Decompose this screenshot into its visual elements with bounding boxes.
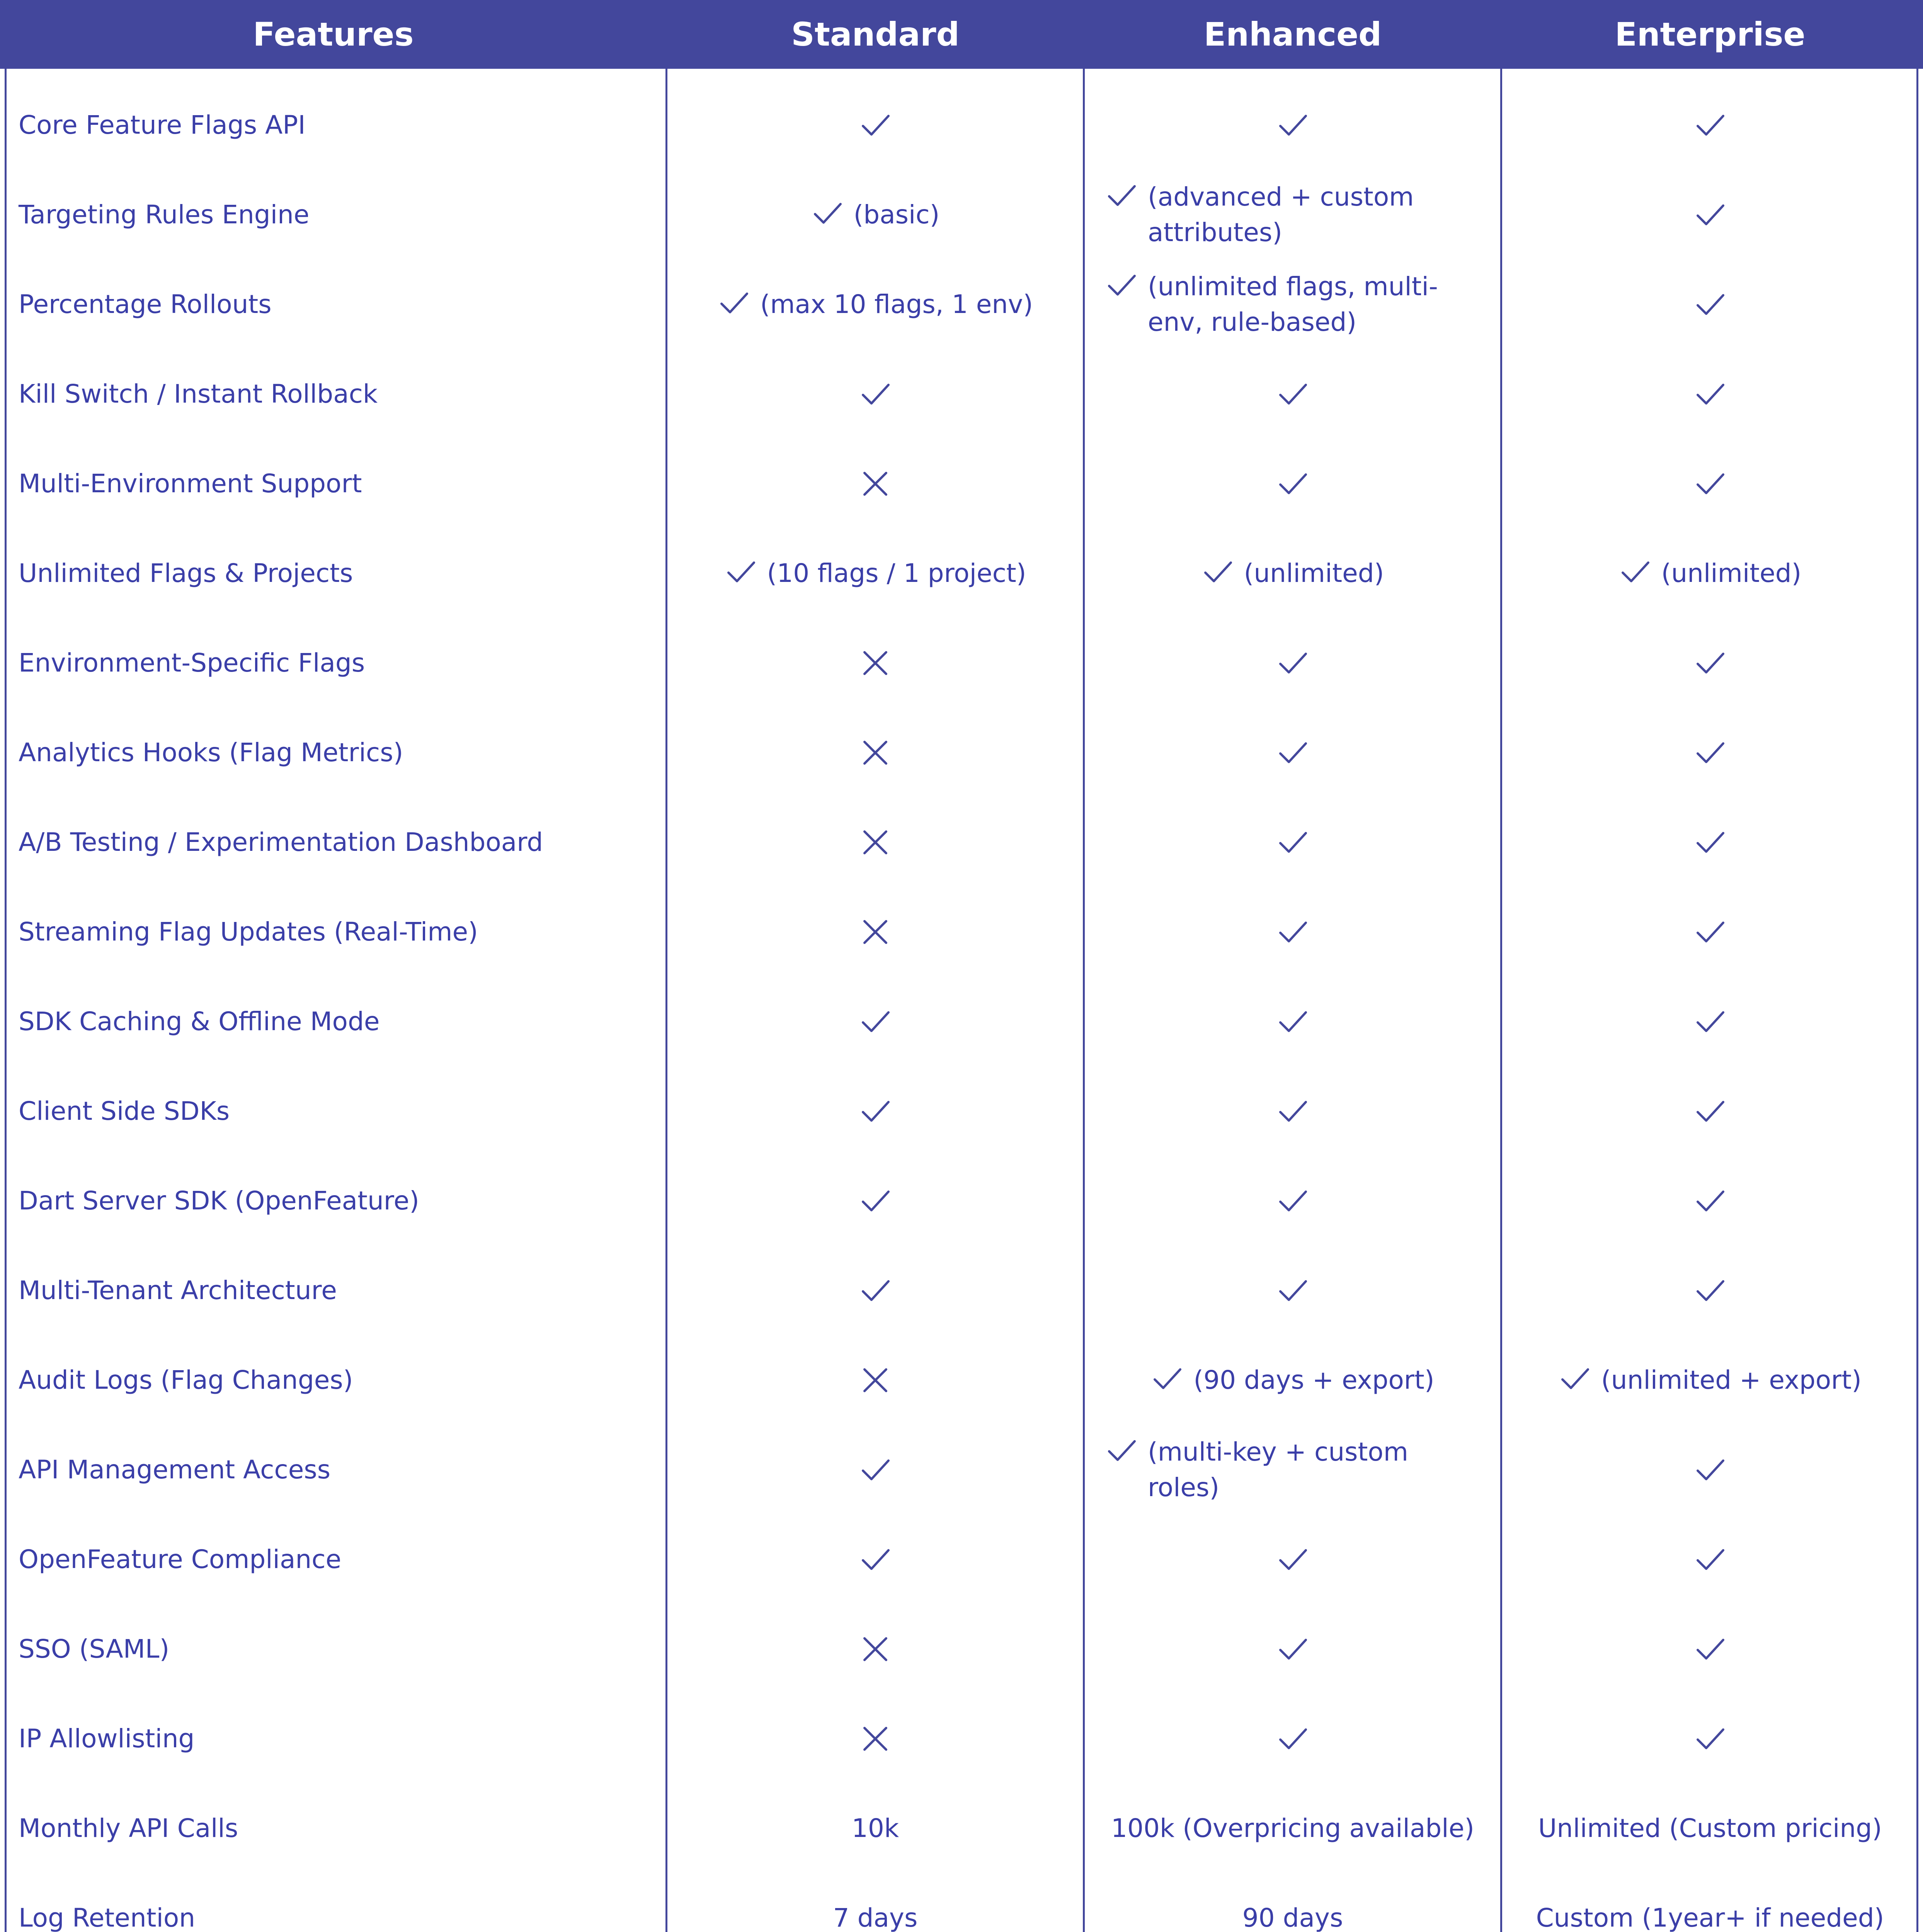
check-icon [1276,1274,1309,1307]
value-text: 90 days [1242,1903,1343,1932]
check-icon [1276,826,1309,859]
enterprise-value [1501,1335,1919,1425]
enterprise-value [1501,1515,1919,1604]
cross-icon [861,1724,890,1753]
enhanced-value-content [1276,1274,1309,1307]
enterprise-value-content [1559,1362,1862,1398]
check-icon [1276,468,1309,500]
value-text: (basic) [853,200,940,230]
enhanced-value [1084,1066,1501,1156]
check-icon [1276,1633,1309,1665]
enhanced-value-content [1111,1811,1474,1846]
standard-value-content [859,1185,892,1217]
check-icon [1694,736,1726,769]
feature-name: Targeting Rules Engine [19,200,310,230]
feature-name: Dart Server SDK (OpenFeature) [19,1186,419,1216]
enterprise-value-content [1694,1185,1726,1217]
feature-name: Percentage Rollouts [19,289,272,319]
enhanced-value-content [1276,1185,1309,1217]
enterprise-value-content [1694,916,1726,948]
check-icon [1694,1095,1726,1128]
standard-value [667,1515,1084,1604]
feature-name: SSO (SAML) [19,1634,170,1664]
enterprise-value [1501,1694,1919,1784]
check-icon [1105,179,1138,212]
standard-value [667,1604,1084,1694]
feature-name: Unlimited Flags & Projects [19,558,353,588]
enhanced-value-content [1201,556,1384,591]
table-row [0,1873,1923,1932]
standard-value [667,1156,1084,1246]
enterprise-value [1501,1156,1919,1246]
table-row [0,349,1923,439]
enhanced-value-content [1105,179,1480,250]
check-icon [1694,288,1726,321]
standard-value-content [859,1005,892,1038]
value-text: (max 10 flags, 1 env) [760,289,1033,319]
enterprise-value [1501,439,1919,529]
enterprise-value-content [1694,1543,1726,1576]
table-row [0,1694,1923,1784]
enterprise-value [1501,80,1919,170]
value-text: (90 days + export) [1193,1365,1435,1395]
standard-value-content [861,1366,890,1395]
value-text: Unlimited (Custom pricing) [1538,1813,1882,1843]
feature-name: SDK Caching & Offline Mode [19,1007,380,1036]
check-icon [859,1005,892,1038]
enterprise-value-content [1694,1005,1726,1038]
enhanced-value [1084,260,1501,349]
enterprise-value-content [1694,647,1726,679]
standard-value [667,887,1084,977]
enterprise-value-content [1694,1723,1726,1755]
enterprise-value-content [1619,556,1802,591]
cross-icon [861,828,890,857]
standard-value-content [859,1274,892,1307]
enhanced-value-content [1242,1900,1343,1932]
enhanced-value-content [1276,1723,1309,1755]
feature-name: Kill Switch / Instant Rollback [19,379,378,409]
value-text: (unlimited) [1661,558,1802,588]
check-icon [859,1185,892,1217]
enhanced-value [1084,1515,1501,1604]
enhanced-value-content [1105,269,1480,340]
table-row [0,260,1923,349]
standard-value [667,798,1084,887]
standard-value [667,170,1084,260]
enterprise-value [1501,1246,1919,1335]
header-standard: Standard [791,15,960,53]
enterprise-value [1501,887,1919,977]
header-enhanced: Enhanced [1203,15,1382,53]
table-row [0,977,1923,1066]
value-text: 10k [851,1813,899,1843]
standard-value-content [811,197,940,233]
standard-value [667,977,1084,1066]
enhanced-value [1084,618,1501,708]
standard-value [667,260,1084,349]
standard-value-content [725,556,1026,591]
check-icon [1694,916,1726,948]
cross-icon [861,648,890,678]
standard-value-content [861,828,890,857]
enterprise-value-content [1536,1900,1884,1932]
standard-value-content [859,1454,892,1486]
cross-icon [861,469,890,498]
table-row [0,1515,1923,1604]
standard-value-content [861,648,890,678]
check-icon [1694,378,1726,410]
check-icon [1276,1185,1309,1217]
table-row [0,1246,1923,1335]
enhanced-value-content [1276,109,1309,141]
check-icon [1201,556,1234,588]
check-icon [811,197,844,230]
enterprise-value [1501,1604,1919,1694]
header-features: Features [253,15,414,53]
check-icon [1276,647,1309,679]
table-row [0,170,1923,260]
check-icon [1694,109,1726,141]
feature-name: Multi-Tenant Architecture [19,1276,337,1305]
check-icon [859,1095,892,1128]
enhanced-value [1084,1156,1501,1246]
enterprise-value-content [1694,736,1726,769]
enhanced-value [1084,529,1501,618]
enhanced-value [1084,708,1501,798]
check-icon [1694,1633,1726,1665]
enterprise-value [1501,260,1919,349]
enterprise-value-content [1694,826,1726,859]
value-text: (unlimited + export) [1601,1365,1862,1395]
value-text: Custom (1year+ if needed) [1536,1903,1884,1932]
enhanced-value-content [1276,1633,1309,1665]
standard-value [667,1335,1084,1425]
table-row [0,798,1923,887]
table-row [0,1784,1923,1873]
table-row [0,1604,1923,1694]
enterprise-value-content [1694,1633,1726,1665]
cross-icon [861,1366,890,1395]
enhanced-value [1084,1425,1501,1515]
feature-name: Core Feature Flags API [19,110,306,140]
check-icon [859,1454,892,1486]
table-row [0,1156,1923,1246]
enhanced-value [1084,1694,1501,1784]
value-text: 100k (Overpricing available) [1111,1813,1475,1843]
enhanced-value [1084,1873,1501,1932]
table-row [0,708,1923,798]
check-icon [1694,647,1726,679]
feature-name: Log Retention [19,1903,196,1932]
enhanced-value [1084,439,1501,529]
feature-name: Environment-Specific Flags [19,648,365,678]
check-icon [1276,1543,1309,1576]
table-row [0,439,1923,529]
check-icon [1619,556,1651,588]
feature-name: Streaming Flag Updates (Real-Time) [19,917,478,947]
feature-name: Monthly API Calls [19,1813,238,1843]
enhanced-value [1084,349,1501,439]
standard-value [667,618,1084,708]
check-icon [1276,378,1309,410]
enhanced-value-content [1105,1434,1480,1505]
enterprise-value [1501,529,1919,618]
enterprise-value-content [1694,1095,1726,1128]
standard-value-content [859,378,892,410]
enterprise-value-content [1694,1454,1726,1486]
check-icon [1694,468,1726,500]
value-text: (unlimited flags, multi-env, rule-based) [1148,272,1438,337]
check-icon [1694,1274,1726,1307]
table-header [0,0,1923,69]
check-icon [859,109,892,141]
check-icon [1276,916,1309,948]
enterprise-value-content [1694,288,1726,321]
cross-icon [861,738,890,767]
check-icon [1694,826,1726,859]
table-row [0,529,1923,618]
table-row [0,1066,1923,1156]
standard-value-content [861,1634,890,1664]
enterprise-value-content [1694,468,1726,500]
standard-value-content [833,1900,918,1932]
table-row [0,1335,1923,1425]
standard-value [667,1425,1084,1515]
check-icon [1694,1185,1726,1217]
enterprise-value [1501,708,1919,798]
enterprise-value [1501,1066,1919,1156]
feature-name: IP Allowlisting [19,1724,195,1753]
feature-name: Audit Logs (Flag Changes) [19,1365,353,1395]
standard-value [667,439,1084,529]
check-icon [1151,1362,1183,1395]
enterprise-value [1501,618,1919,708]
table-row [0,618,1923,708]
standard-value-content [859,1543,892,1576]
standard-value [667,80,1084,170]
value-text: (advanced + custom attributes) [1148,182,1414,247]
enterprise-value [1501,1425,1919,1515]
cross-icon [861,917,890,947]
enhanced-value-content [1276,1543,1309,1576]
check-icon [1276,1723,1309,1755]
check-icon [1276,1095,1309,1128]
enhanced-value [1084,977,1501,1066]
check-icon [725,556,757,588]
feature-name: API Management Access [19,1455,331,1485]
feature-name: OpenFeature Compliance [19,1544,342,1574]
enterprise-value [1501,798,1919,887]
check-icon [1276,736,1309,769]
enhanced-value-content [1276,916,1309,948]
enhanced-value-content [1276,1005,1309,1038]
enhanced-value-content [1151,1362,1434,1398]
check-icon [1105,1434,1138,1467]
check-icon [1559,1362,1591,1395]
enhanced-value [1084,1335,1501,1425]
standard-value [667,708,1084,798]
header-enterprise: Enterprise [1615,15,1806,53]
enhanced-value-content [1276,826,1309,859]
value-text: (unlimited) [1244,558,1384,588]
value-text: (multi-key + custom roles) [1148,1437,1409,1502]
enhanced-value [1084,1784,1501,1873]
enterprise-value [1501,1873,1919,1932]
standard-value [667,529,1084,618]
enhanced-value [1084,887,1501,977]
enterprise-value-content [1694,1274,1726,1307]
feature-name: A/B Testing / Experimentation Dashboard [19,827,543,857]
standard-value [667,1694,1084,1784]
standard-value [667,1784,1084,1873]
standard-value-content [861,917,890,947]
check-icon [718,287,750,319]
standard-value-content [859,109,892,141]
enterprise-value-content [1694,109,1726,141]
standard-value-content [852,1811,899,1846]
check-icon [1694,1005,1726,1038]
enhanced-value [1084,798,1501,887]
standard-value-content [861,1724,890,1753]
feature-name: Analytics Hooks (Flag Metrics) [19,738,403,767]
enhanced-value-content [1276,378,1309,410]
feature-name: Multi-Environment Support [19,469,362,498]
enterprise-value [1501,977,1919,1066]
standard-value [667,1873,1084,1932]
table-row [0,1425,1923,1515]
value-text: (10 flags / 1 project) [767,558,1026,588]
enterprise-value-content [1694,199,1726,231]
enhanced-value [1084,80,1501,170]
check-icon [1694,1454,1726,1486]
standard-value [667,1246,1084,1335]
enterprise-value [1501,349,1919,439]
check-icon [1105,269,1138,301]
check-icon [1276,109,1309,141]
enhanced-value [1084,1246,1501,1335]
enterprise-value [1501,170,1919,260]
standard-value-content [861,738,890,767]
check-icon [859,1543,892,1576]
table-row [0,887,1923,977]
enhanced-value-content [1276,1095,1309,1128]
feature-name: Client Side SDKs [19,1096,230,1126]
enterprise-value-content [1538,1811,1882,1846]
enhanced-value [1084,1604,1501,1694]
enhanced-value-content [1276,647,1309,679]
standard-value-content [861,469,890,498]
check-icon [859,1274,892,1307]
value-text: 7 days [833,1903,918,1932]
cross-icon [861,1634,890,1664]
table-row [0,80,1923,170]
check-icon [1694,1723,1726,1755]
standard-value [667,1066,1084,1156]
enterprise-value-content [1694,378,1726,410]
enhanced-value [1084,170,1501,260]
check-icon [859,378,892,410]
check-icon [1694,1543,1726,1576]
enhanced-value-content [1276,736,1309,769]
enterprise-value [1501,1784,1919,1873]
standard-value-content [718,287,1033,322]
check-icon [1276,1005,1309,1038]
standard-value [667,349,1084,439]
standard-value-content [859,1095,892,1128]
enhanced-value-content [1276,468,1309,500]
check-icon [1694,199,1726,231]
